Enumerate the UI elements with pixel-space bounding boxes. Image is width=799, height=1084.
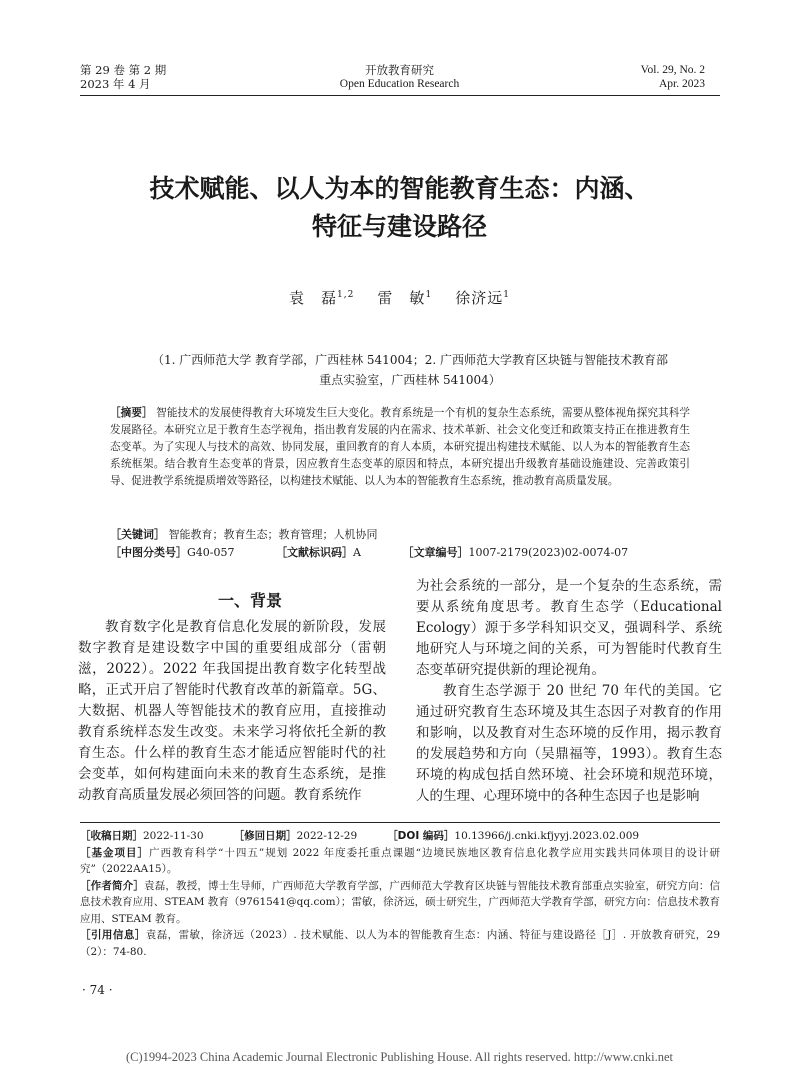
abstract-text: 智能技术的发展使得教育大环境发生巨大变化。教育系统是一个有机的复杂生态系统，需要从整体视角探究其科学发展路径。本研究立足于教育生态学视角，指出教育发展的内在需求、技术革新、社会文化变迁和政策支持正在推进教育生态变革。为了实现人与技术的高效、协同发展，重回教育的育人本质，本研究提出构建技术赋能、以人为本的智能教育生态系统框架。结合教育生态变革的背景，因应教育生态变革的原因和特点，本研究提出升级教育基础设施建设、完善政策引导、促进教学系统提质增效等路径，以构建技术赋能、以人为本的智能教育生态系统，推动教育高质量发展。: [110, 407, 690, 487]
keywords-text: 智能教育；教育生态；教育管理；人机协同: [168, 528, 378, 541]
affiliation: [110, 350, 710, 390]
author-list: [0, 287, 799, 308]
article-no-label: ［文章编号］: [402, 546, 469, 559]
body-right-column: [416, 576, 722, 807]
issue-date-en: Apr. 2023: [659, 78, 705, 90]
footnotes: [80, 828, 720, 960]
author-name: 徐济远: [455, 289, 504, 307]
fund-text: 广西教育科学“十四五”规划 2022 年度委托重点课题“边境民族地区教育信息化教学应用实践共同体项目的设计研究”（2022AA15）。: [80, 846, 720, 875]
section-heading: 一、背景: [217, 591, 282, 610]
header-rule: [80, 95, 720, 96]
citation-line: [80, 927, 720, 960]
author-affil-mark: 1: [503, 290, 510, 300]
journal-name-en: Open Education Research: [339, 78, 460, 90]
article-no-value: 1007-2179(2023)02-0074-07: [468, 546, 629, 559]
footnote-rule: [80, 822, 720, 823]
author-bio-label: ［作者简介］: [80, 879, 145, 892]
author-affil-mark: 1,2: [337, 290, 355, 300]
received-label: ［收稿日期］: [80, 830, 143, 842]
doc-code-value: A: [353, 546, 361, 559]
author-name: 雷 敏: [377, 289, 426, 307]
author-bio-line: [80, 878, 720, 928]
citation-label: ［引用信息］: [80, 929, 146, 941]
dates-line: [80, 828, 720, 845]
author-bio-text: 袁磊，教授，博士生导师，广西师范大学教育学部，广西师范大学教育区块链与智能技术教育部重点实验室，研究方向：信息技术教育应用、STEAM 教育（9761541@qq.com）；雷敏，徐济远，硕士研究生，广西师范大学教育学部，研究方向：信息技术教育应用、STEAM 教育。: [80, 879, 721, 925]
abstract: [110, 405, 690, 490]
body-paragraph: 教育生态学源于 20 世纪 70 年代的美国。它通过研究教育生态环境及其生态因子对教育的作用和影响，以及教育对生态环境的反作用，揭示教育的发展趋势和方向（吴鼎福等，1993）。教育生态环境的构成包括自然环境、社会环境和规范环境，人的生理、心理环境中的各种生态因子也是影响: [416, 683, 722, 804]
clc-label: ［中图分类号］: [110, 546, 187, 559]
keywords: [110, 526, 378, 542]
title-line-1: 技术赋能、以人为本的智能教育生态：内涵、: [149, 174, 650, 203]
body-left-column: 教育数字化是教育信息化发展的新阶段，发展数字教育是建设数字中国的重要组成部分（雷朝滋，2022）。2022 年我国提出教育数字化转型战略，正式开启了智能时代教育改革的新篇章。5G、大数据、机器人等智能技术的教育应用，直接推动教育系统样态发生改变。未来学习将依托全新的教育生态。什么样的教育生态才能适应智能时代的社会变革，如何构建面向未来的教育生态系统，是推动教育高质量发展必须回答的问题。教育系统作: [78, 619, 386, 803]
volume-issue: 第 29 卷 第 2 期: [80, 63, 167, 77]
fund-line: [80, 845, 720, 878]
body-paragraph: 为社会系统的一部分，是一个复杂的生态系统，需要从系统角度思考。教育生态学（Educational Ecology）源于多学科知识交叉，强调科学、系统地研究人与环境之间的关系，可为智能时代教育生态变革研究提供新的理论视角。: [416, 578, 722, 678]
issue-date: 2023 年 4 月: [80, 77, 151, 91]
clc-value: G40-057: [187, 546, 235, 559]
revised-value: 2022-12-29: [296, 830, 358, 842]
classification-info: [110, 544, 690, 560]
revised-label: ［修回日期］: [233, 830, 297, 842]
abstract-label: ［摘要］: [110, 407, 153, 419]
doi-label: ［DOI 编码］: [387, 830, 455, 842]
title-line-2: 特征与建设路径: [311, 212, 487, 241]
journal-name-cn: 开放教育研究: [365, 63, 434, 77]
keywords-label: ［关键词］: [110, 528, 165, 541]
author-affil-mark: 1: [425, 290, 433, 300]
affiliation-line-2: 重点实验室，广西桂林 541004）: [319, 373, 501, 387]
affiliation-line-1: （1. 广西师范大学 教育学部，广西桂林 541004；2. 广西师范大学教育区块链与智能技术教育部: [152, 353, 668, 367]
doc-code-label: ［文献标识码］: [276, 546, 353, 559]
volume-issue-en: Vol. 29, No. 2: [640, 64, 705, 76]
article-title: [0, 170, 799, 246]
citation-text: 袁磊，雷敏，徐济远（2023）. 技术赋能、以人为本的智能教育生态：内涵、特征与建设路径［J］. 开放教育研究，29（2）：74-80.: [80, 929, 721, 958]
received-value: 2022-11-30: [143, 830, 204, 842]
author-name: 袁 磊: [289, 289, 338, 307]
copyright-notice: (C)1994-2023 China Academic Journal Electronic Publishing House. All rights reserved. http://www.cnki.net: [125, 1050, 673, 1064]
fund-label: ［基金项目］: [80, 846, 149, 859]
doi-value[interactable]: 10.13966/j.cnki.kfjyyj.2023.02.009: [454, 830, 640, 842]
page-number: · 74 ·: [82, 983, 113, 997]
journal-volume-en: [641, 63, 705, 91]
